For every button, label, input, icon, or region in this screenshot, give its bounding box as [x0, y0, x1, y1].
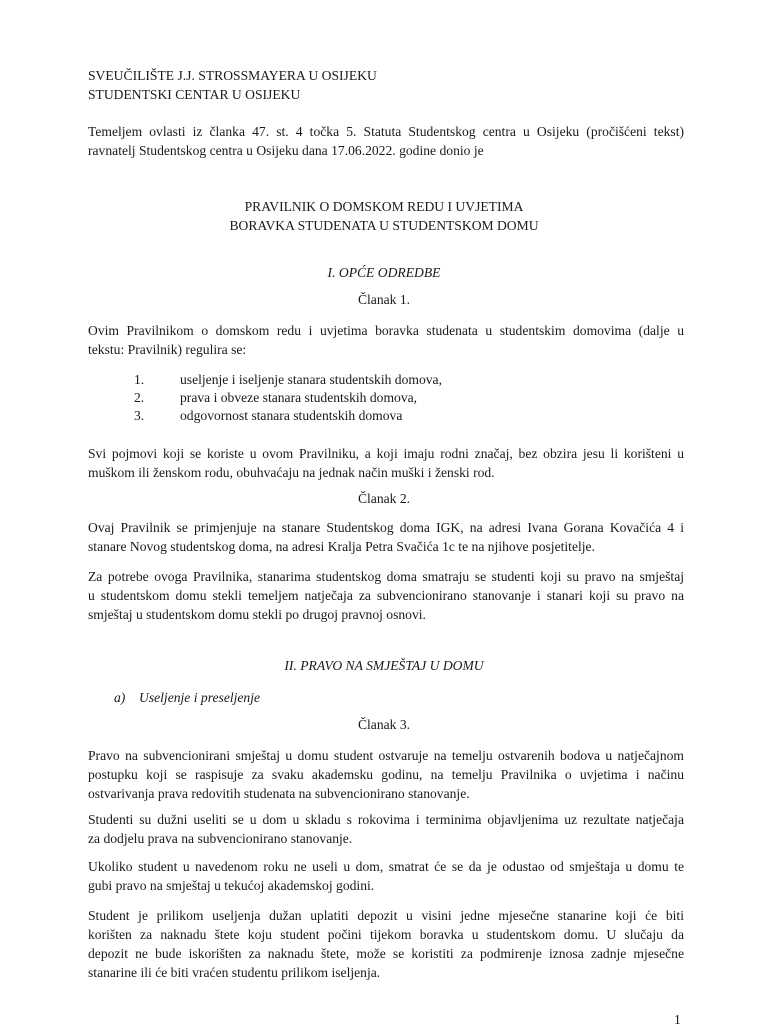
- paragraph-line: postupku koji se raspisuje za svaku akademsku godinu, na temelju Pravilnika o uvjetima i načinu: [88, 767, 684, 782]
- paragraph-line: Studenti su dužni useliti se u dom u skladu s rokovima i terminima objavljenima uz rezultate natječaja: [88, 812, 684, 827]
- paragraph-line: Svi pojmovi koji se koriste u ovom Pravilniku, a koji imaju rodni značaj, bez obzira jesu li korišteni u: [88, 446, 684, 461]
- paragraph-line: muškom ili ženskom rodu, obuhvaćaju na jednak način muški i ženski rod.: [88, 465, 495, 480]
- paragraph-line: Pravo na subvencionirani smještaj u domu student ostvaruje na temelju ostvarenih bodova u natječajnom: [88, 748, 684, 763]
- paragraph-line: Ovim Pravilnikom o domskom redu i uvjetima boravka studenata u studentskim domovima (dalje u: [88, 323, 684, 338]
- title-line: PRAVILNIK O DOMSKOM REDU I UVJETIMA: [244, 199, 524, 214]
- paragraph-line: Za potrebe ovoga Pravilnika, stanarima studentskog doma smatraju se studenti koji su pravo na smještaj: [88, 569, 684, 584]
- paragraph-line: korišten za naknadu štete koju student počini tijekom boravka u studentskom domu. U slučaju da: [88, 927, 684, 942]
- subsection-letter: a): [114, 690, 126, 705]
- title-line: BORAVKA STUDENATA U STUDENTSKOM DOMU: [229, 218, 539, 233]
- paragraph-line: depozit ne bude iskorišten za naknadu štete, može se koristiti za podmirenje iznosa zadnje mjesečne: [88, 946, 684, 961]
- list-item-text: prava i obveze stanara studentskih domova,: [180, 390, 418, 405]
- paragraph-line: smještaj u studentskom domu stekli po drugoj pravnoj osnovi.: [88, 607, 426, 622]
- paragraph-line: tekstu: Pravilnik) regulira se:: [88, 342, 247, 357]
- university-name: SVEUČILIŠTE J.J. STROSSMAYERA U OSIJEKU: [88, 68, 377, 83]
- student-center-name: STUDENTSKI CENTAR U OSIJEKU: [88, 87, 301, 102]
- section-heading: II. PRAVO NA SMJEŠTAJ U DOMU: [284, 658, 484, 673]
- preamble-line: ravnatelj Studentskog centra u Osijeku dana 17.06.2022. godine donio je: [88, 143, 484, 158]
- preamble-line: Temeljem ovlasti iz članka 47. st. 4 točka 5. Statuta Studentskog centra u Osijeku (pročišćeni tekst): [88, 124, 684, 139]
- article-heading: Članak 1.: [357, 292, 411, 307]
- list-item-text: odgovornost stanara studentskih domova: [180, 408, 403, 423]
- article-heading: Članak 2.: [357, 491, 411, 506]
- paragraph-line: stanare Novog studentskog doma, na adresi Kralja Petra Svačića 1c te na njihove posjetitelje.: [88, 539, 595, 554]
- paragraph-line: ostvarivanja prava redovitih studenata na subvencionirano stanovanje.: [88, 786, 470, 801]
- paragraph-line: Ovaj Pravilnik se primjenjuje na stanare Studentskog doma IGK, na adresi Ivana Gorana Kovačića 4 i: [88, 520, 684, 535]
- list-item-number: 2.: [134, 390, 145, 405]
- list-item-number: 1.: [134, 372, 145, 387]
- list-item-number: 3.: [134, 408, 145, 423]
- paragraph-line: gubi pravo na smještaj u tekućoj akademskoj godini.: [88, 878, 375, 893]
- paragraph-line: Ukoliko student u navedenom roku ne useli u dom, smatrat će se da je odustao od smještaja u domu te: [88, 859, 684, 874]
- section-heading: I. OPĆE ODREDBE: [327, 265, 441, 280]
- paragraph-line: Student je prilikom useljenja dužan uplatiti depozit u visini jedne mjesečne stanarine koji će biti: [88, 908, 684, 923]
- subsection-title: Useljenje i preseljenje: [139, 690, 261, 705]
- article-heading: Članak 3.: [357, 717, 411, 732]
- page-number: 1: [674, 1012, 681, 1027]
- list-item-text: useljenje i iseljenje stanara studentskih domova,: [180, 372, 442, 387]
- paragraph-line: za dodjelu prava na subvencionirano stanovanje.: [88, 831, 353, 846]
- paragraph-line: stanarine ili će biti vraćen studentu prilikom iseljenja.: [88, 965, 381, 980]
- paragraph-line: u studentskom domu stekli temeljem natječaja za subvencionirano stanovanje i stanari koji su pravo na: [88, 588, 684, 603]
